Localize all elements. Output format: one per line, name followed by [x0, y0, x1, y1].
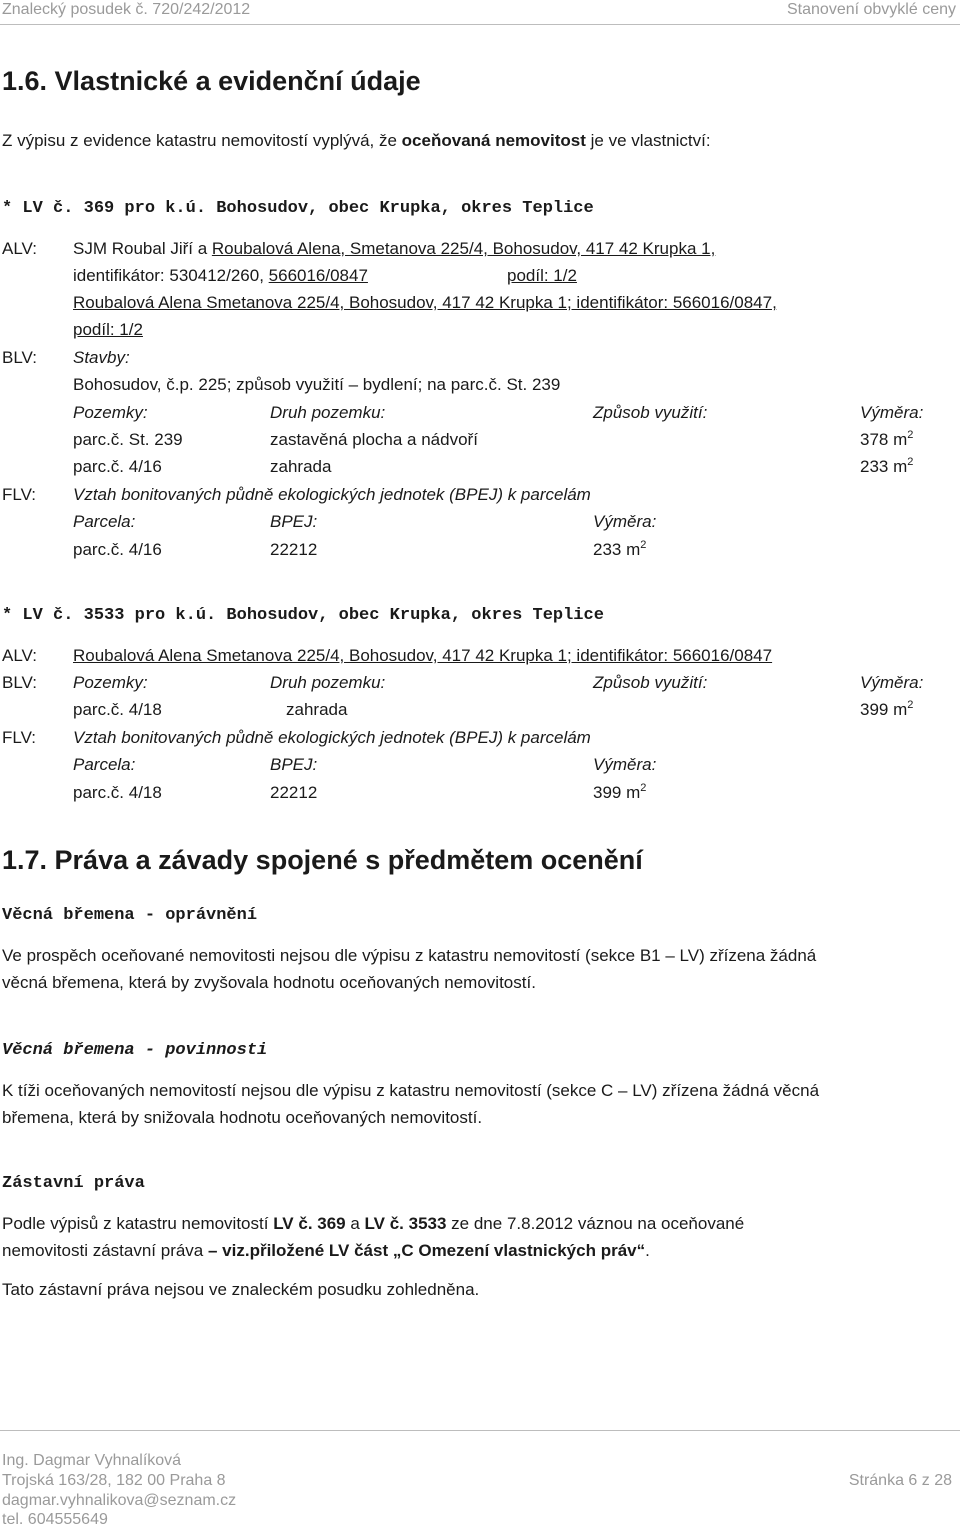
- footer-author: Ing. Dagmar Vyhnalíková: [2, 1452, 182, 1469]
- lv1-col-pozemky: Pozemky:: [73, 403, 148, 422]
- lv2-flv-row-parc: parc.č. 4/18: [73, 783, 162, 802]
- intro-paragraph: Z výpisu z evidence katastru nemovitostí vyplývá, že oceňovaná nemovitost je ve vlastnictví:: [2, 131, 711, 150]
- lv1-flv-title: Vztah bonitovaných půdně ekologických jednotek (BPEJ) k parcelám: [73, 485, 591, 504]
- header-section: Stanovení obvyklé ceny: [787, 1, 956, 18]
- lv1-flv-col-parcela: Parcela:: [73, 512, 136, 531]
- lv2-col-druh: Druh pozemku:: [270, 673, 386, 692]
- lv1-alv-line3: Roubalová Alena Smetanova 225/4, Bohosudov, 417 42 Krupka 1; identifikátor: 566016/0847,: [73, 293, 777, 312]
- vb-povinnosti-title: Věcná břemena - povinnosti: [2, 1041, 268, 1060]
- vb-opravneni-line1: Ve prospěch oceňované nemovitosti nejsou dle výpisu z katastru nemovitostí (sekce B1 – LV) zřízena žádná: [2, 946, 817, 965]
- lv1-alv-label: ALV:: [2, 239, 37, 258]
- lv2-col-zpusob: Způsob využití:: [593, 673, 708, 692]
- zastavni-prava-title: Zástavní práva: [2, 1174, 145, 1193]
- lv2-flv-col-vymera: Výměra:: [593, 755, 657, 774]
- header-doc-ref: Znalecký posudek č. 720/242/2012: [2, 1, 251, 18]
- lv1-flv-label: FLV:: [2, 485, 37, 504]
- zastavni-prava-line2: nemovitosti zástavní práva – viz.přiložené LV část „C Omezení vlastnických práv“.: [2, 1241, 650, 1260]
- lv1-flv-row-vymera: 233 $m^2$: [593, 539, 647, 559]
- lv1-row1-druh: zastavěná plocha a nádvoří: [270, 430, 478, 449]
- lv1-row1-parc: parc.č. St. 239: [73, 430, 183, 449]
- zastavni-prava-line1: Podle výpisů z katastru nemovitostí LV č. 369 a LV č. 3533 ze dne 7.8.2012 váznou na oceňované: [2, 1214, 745, 1233]
- footer-phone: tel. 604555649: [2, 1511, 108, 1528]
- vb-povinnosti-line2: břemena, která by snižovala hodnotu oceňovaných nemovitostí.: [2, 1108, 483, 1127]
- lv1-row1-vymera: 378 $m^2$: [860, 429, 914, 449]
- vb-opravneni-line2: věcná břemena, která by zvyšovala hodnotu oceňovaných nemovitostí.: [2, 973, 536, 992]
- lv1-stavby-label: Stavby:: [73, 348, 130, 367]
- lv2-blv-label: BLV:: [2, 673, 37, 692]
- lv2-flv-col-bpej: BPEJ:: [270, 755, 318, 774]
- footer-divider: [0, 1430, 960, 1431]
- lv2-row-druh: zahrada: [286, 700, 348, 719]
- footer-page-number: Stránka 6 z 28: [848, 1472, 952, 1489]
- lv1-col-zpusob: Způsob využití:: [593, 403, 708, 422]
- lv2-flv-row-bpej: 22212: [270, 783, 318, 802]
- lv1-row2-vymera: 233 $m^2$: [860, 456, 914, 476]
- lv2-col-vymera: Výměra:: [860, 673, 924, 692]
- section-title-1-7: 1.7. Práva a závady spojené s předmětem ocenění: [2, 845, 643, 875]
- lv2-alv-label: ALV:: [2, 646, 37, 665]
- lv1-col-druh: Druh pozemku:: [270, 403, 386, 422]
- lv2-flv-label: FLV:: [2, 728, 37, 747]
- lv1-flv-col-vymera: Výměra:: [593, 512, 657, 531]
- lv1-alv-line1: SJM Roubal Jiří a Roubalová Alena, Smetanova 225/4, Bohosudov, 417 42 Krupka 1,: [73, 239, 716, 258]
- lv2-alv-owner: Roubalová Alena Smetanova 225/4, Bohosudov, 417 42 Krupka 1; identifikátor: 566016/0847: [73, 646, 773, 665]
- footer-address: Trojská 163/28, 182 00 Praha 8: [2, 1472, 226, 1489]
- lv1-stavby-item: Bohosudov, č.p. 225; způsob využití – bydlení; na parc.č. St. 239: [73, 375, 561, 394]
- lv1-alv-line2: identifikátor: 530412/260, 566016/0847: [73, 266, 368, 285]
- lv1-row2-druh: zahrada: [270, 457, 332, 476]
- lv2-row-vymera: 399 $m^2$: [860, 699, 914, 719]
- lv2-flv-title: Vztah bonitovaných půdně ekologických jednotek (BPEJ) k parcelám: [73, 728, 591, 747]
- lv2-col-pozemky: Pozemky:: [73, 673, 148, 692]
- lv2-flv-col-parcela: Parcela:: [73, 755, 136, 774]
- vb-povinnosti-line1: K tíži oceňovaných nemovitostí nejsou dle výpisu z katastru nemovitostí (sekce C – LV) zřízena žádná věcná: [2, 1081, 820, 1100]
- header-divider: [0, 24, 960, 25]
- lv1-flv-col-bpej: BPEJ:: [270, 512, 318, 531]
- zastavni-prava-line3: Tato zástavní práva nejsou ve znaleckém posudku zohledněna.: [2, 1280, 480, 1299]
- lv1-heading: * LV č. 369 pro k.ú. Bohosudov, obec Krupka, okres Teplice: [2, 199, 594, 218]
- lv2-row-parc: parc.č. 4/18: [73, 700, 162, 719]
- lv1-flv-row-bpej: 22212: [270, 540, 318, 559]
- lv2-flv-row-vymera: 399 $m^2$: [593, 782, 647, 802]
- lv1-flv-row-parc: parc.č. 4/16: [73, 540, 162, 559]
- lv2-heading: * LV č. 3533 pro k.ú. Bohosudov, obec Krupka, okres Teplice: [2, 606, 604, 625]
- section-title-1-6: 1.6. Vlastnické a evidenční údaje: [2, 66, 421, 96]
- lv1-alv-line4: podíl: 1/2: [73, 320, 143, 339]
- vb-opravneni-title: Věcná břemena - oprávnění: [2, 906, 258, 925]
- lv1-alv-share: podíl: 1/2: [507, 266, 577, 285]
- lv1-col-vymera: Výměra:: [860, 403, 924, 422]
- lv1-row2-parc: parc.č. 4/16: [73, 457, 162, 476]
- footer-email: dagmar.vyhnalikova@seznam.cz: [2, 1492, 237, 1509]
- lv1-blv-label: BLV:: [2, 348, 37, 367]
